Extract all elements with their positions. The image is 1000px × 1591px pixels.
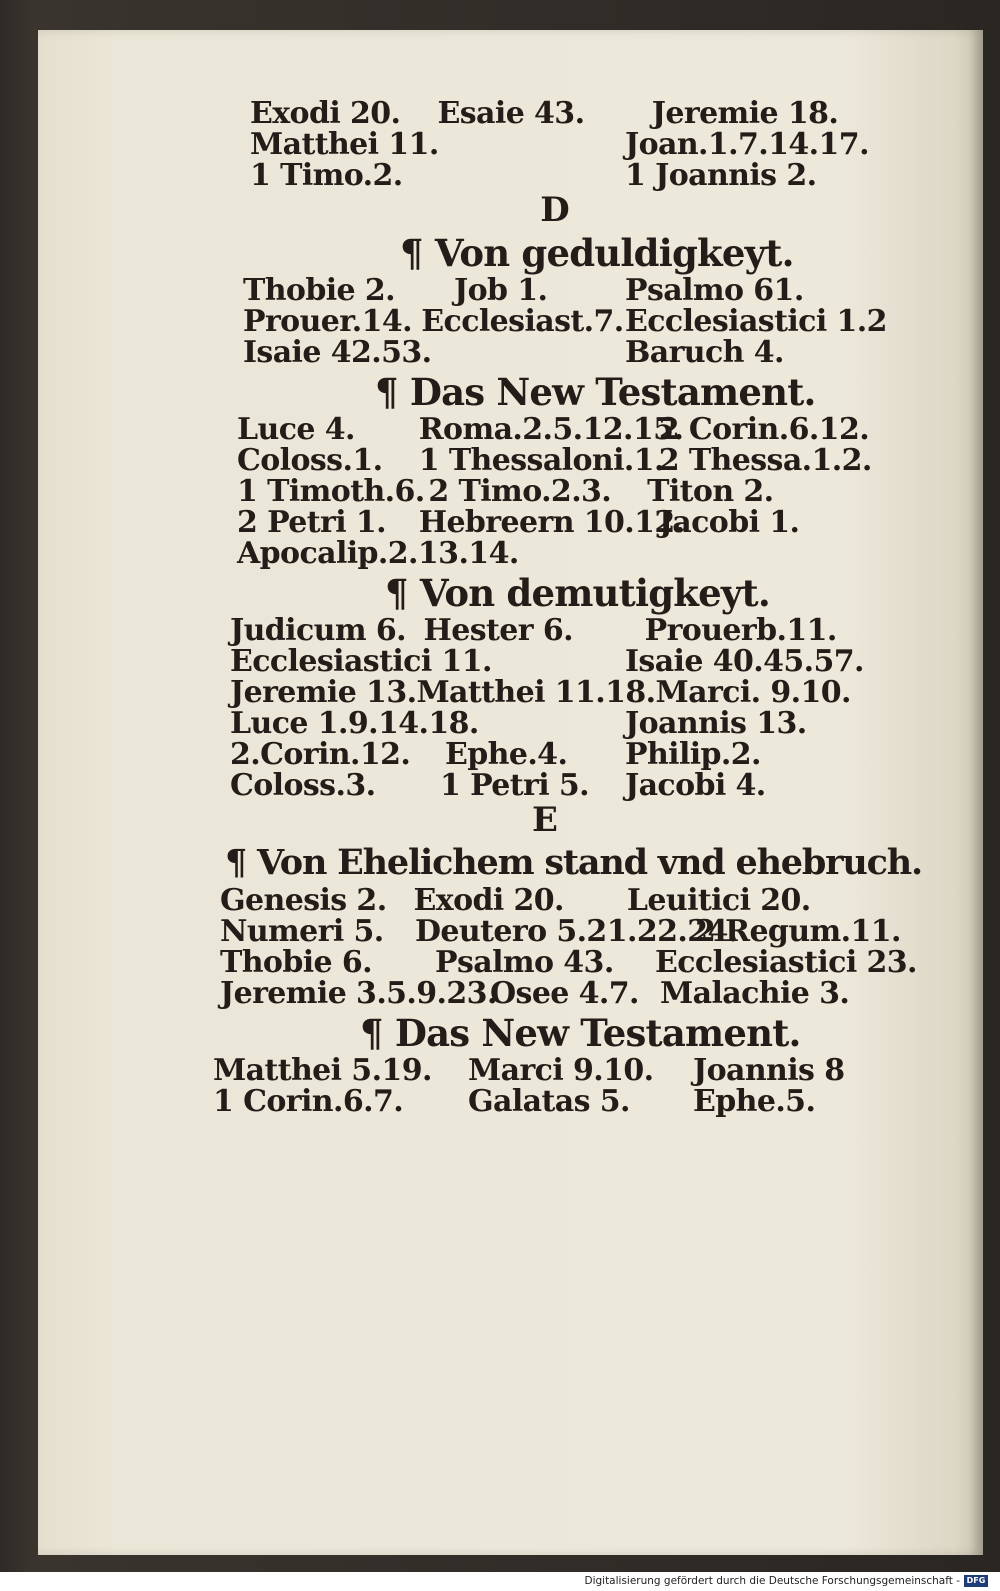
reference: Ecclesiastici 23. (655, 945, 917, 980)
reference-block (237, 414, 875, 569)
reference: Jeremie 3.5.9.23. (220, 976, 497, 1011)
reference: Ephe.4. (445, 737, 568, 772)
section-heading: ¶ Von geduldigkeyt. (400, 231, 794, 275)
reference: Isaie 42.53. (243, 335, 432, 370)
reference: 1 Timo.2. (250, 158, 403, 193)
reference: Job 1. (454, 273, 548, 308)
reference: Judicum 6. (230, 613, 406, 648)
reference: Matthei 11. (250, 127, 439, 162)
reference-line (237, 445, 875, 476)
reference: Jacobi 1. (658, 505, 800, 540)
reference: Titon 2. (647, 474, 774, 509)
section-letter: E (532, 800, 558, 840)
reference-line (220, 914, 901, 949)
reference: Roma.2.5.12.15. (418, 412, 684, 447)
reference: 2 Regum.11. (695, 914, 901, 949)
reference-block (230, 615, 875, 801)
reference (693, 538, 875, 569)
reference: 1 Thessaloni.1. (418, 443, 664, 478)
reference-line (213, 1055, 875, 1086)
reference: Luce 4. (237, 412, 355, 447)
reference: Baruch 4. (625, 335, 784, 370)
section-heading: ¶ Von Ehelichem stand vnd ehebruch. (225, 842, 922, 883)
reference: Psalmo 61. (625, 273, 804, 308)
reference-line (237, 476, 875, 507)
reference-line (250, 129, 875, 160)
reference-block (243, 273, 887, 370)
reference-line (230, 677, 875, 708)
reference: Ecclesiastici 11. (230, 644, 492, 679)
reference: Ecclesiast.7. (421, 304, 624, 339)
section-letter: D (540, 190, 570, 230)
reference: Exodi 20. (250, 96, 401, 131)
dfg-logo: DFG (964, 1575, 988, 1587)
reference: Deutero 5.21.22.24. (415, 914, 738, 949)
reference: 2 Thessa.1.2. (658, 443, 872, 478)
reference: Exodi 20. (413, 883, 564, 918)
reference: Malachie 3. (660, 976, 850, 1011)
footer-bar (0, 1572, 1000, 1591)
reference: 2 Timo.2.3. (428, 474, 612, 509)
reference: Jacobi 4. (625, 768, 766, 803)
reference: 1 Petri 5. (440, 768, 589, 803)
reference: Isaie 40.45.57. (625, 644, 864, 679)
reference: Hebreern 10.12. (418, 505, 685, 540)
reference-line (230, 708, 875, 739)
reference: Matthei 5.19. (213, 1053, 432, 1088)
reference: Numeri 5. (220, 914, 384, 949)
reference: Prouer.14. (243, 304, 412, 339)
reference (500, 646, 605, 677)
intro-references (250, 98, 875, 191)
reference: 1 Joannis 2. (625, 158, 817, 193)
reference-line (243, 337, 875, 368)
reference: Joan.1.7.14.17. (625, 127, 869, 162)
reference: Jeremie 13. (230, 675, 417, 710)
reference: 2 Corin.6.12. (658, 412, 870, 447)
reference-line (230, 646, 875, 677)
reference: 2 Petri 1. (237, 505, 386, 540)
reference-line (243, 304, 887, 339)
reference: Thobie 2. (243, 273, 395, 308)
reference (519, 538, 694, 569)
reference: Ephe.5. (693, 1084, 816, 1119)
reference-line (220, 978, 875, 1009)
reference-line (250, 160, 875, 191)
reference: Luce 1.9.14.18. (230, 706, 479, 741)
reference: Genesis 2. (220, 883, 387, 918)
page-edge-shadow (969, 30, 983, 1555)
reference-block (213, 1055, 875, 1117)
reference: Hester 6. (423, 613, 573, 648)
section-heading: ¶ Das New Testament. (375, 370, 816, 414)
reference: Philip.2. (625, 737, 761, 772)
reference: Joannis 13. (625, 706, 807, 741)
reference: Apocalip.2.13.14. (237, 536, 519, 571)
reference: Leuitici 20. (626, 883, 811, 918)
reference-line (220, 945, 917, 980)
reference: 2.Corin.12. (230, 737, 411, 772)
reference: Jeremie 18. (651, 96, 839, 131)
reference: Marci 9.10. (468, 1053, 654, 1088)
reference-line (243, 275, 875, 306)
reference (469, 337, 609, 368)
reference: Psalmo 43. (435, 945, 614, 980)
page-content (175, 96, 922, 1119)
reference-line (230, 770, 875, 801)
section-heading: ¶ Das New Testament. (360, 1011, 801, 1055)
reference-line (213, 1086, 875, 1117)
reference: Marci. 9.10. (655, 675, 851, 710)
reference: Osee 4.7. (490, 976, 639, 1011)
reference-block (220, 883, 917, 1011)
reference-line (237, 414, 875, 445)
footer-credit: Digitalisierung gefördert durch die Deutsche Forschungsgemeinschaft - (584, 1575, 960, 1587)
reference: Matthei 11.18. (416, 675, 656, 710)
reference (503, 708, 603, 739)
reference: Joannis 8 (693, 1053, 845, 1088)
section-heading: ¶ Von demutigkeyt. (385, 571, 770, 615)
reference: Prouerb.11. (644, 613, 837, 648)
reference (473, 160, 613, 191)
reference (473, 129, 613, 160)
reference-line (237, 538, 875, 569)
reference-line (230, 739, 875, 770)
reference: Ecclesiastici 1.2 (625, 304, 887, 339)
reference: Thobie 6. (220, 945, 372, 980)
reference-line (220, 885, 875, 916)
reference-line (250, 98, 875, 129)
reference: 1 Corin.6.7. (213, 1084, 404, 1119)
reference: Esaie 43. (437, 96, 585, 131)
reference: Coloss.1. (237, 443, 383, 478)
reference-line (230, 615, 875, 646)
reference: Coloss.3. (230, 768, 376, 803)
reference: Galatas 5. (468, 1084, 630, 1119)
reference-line (237, 507, 875, 538)
reference: 1 Timoth.6. (237, 474, 425, 509)
